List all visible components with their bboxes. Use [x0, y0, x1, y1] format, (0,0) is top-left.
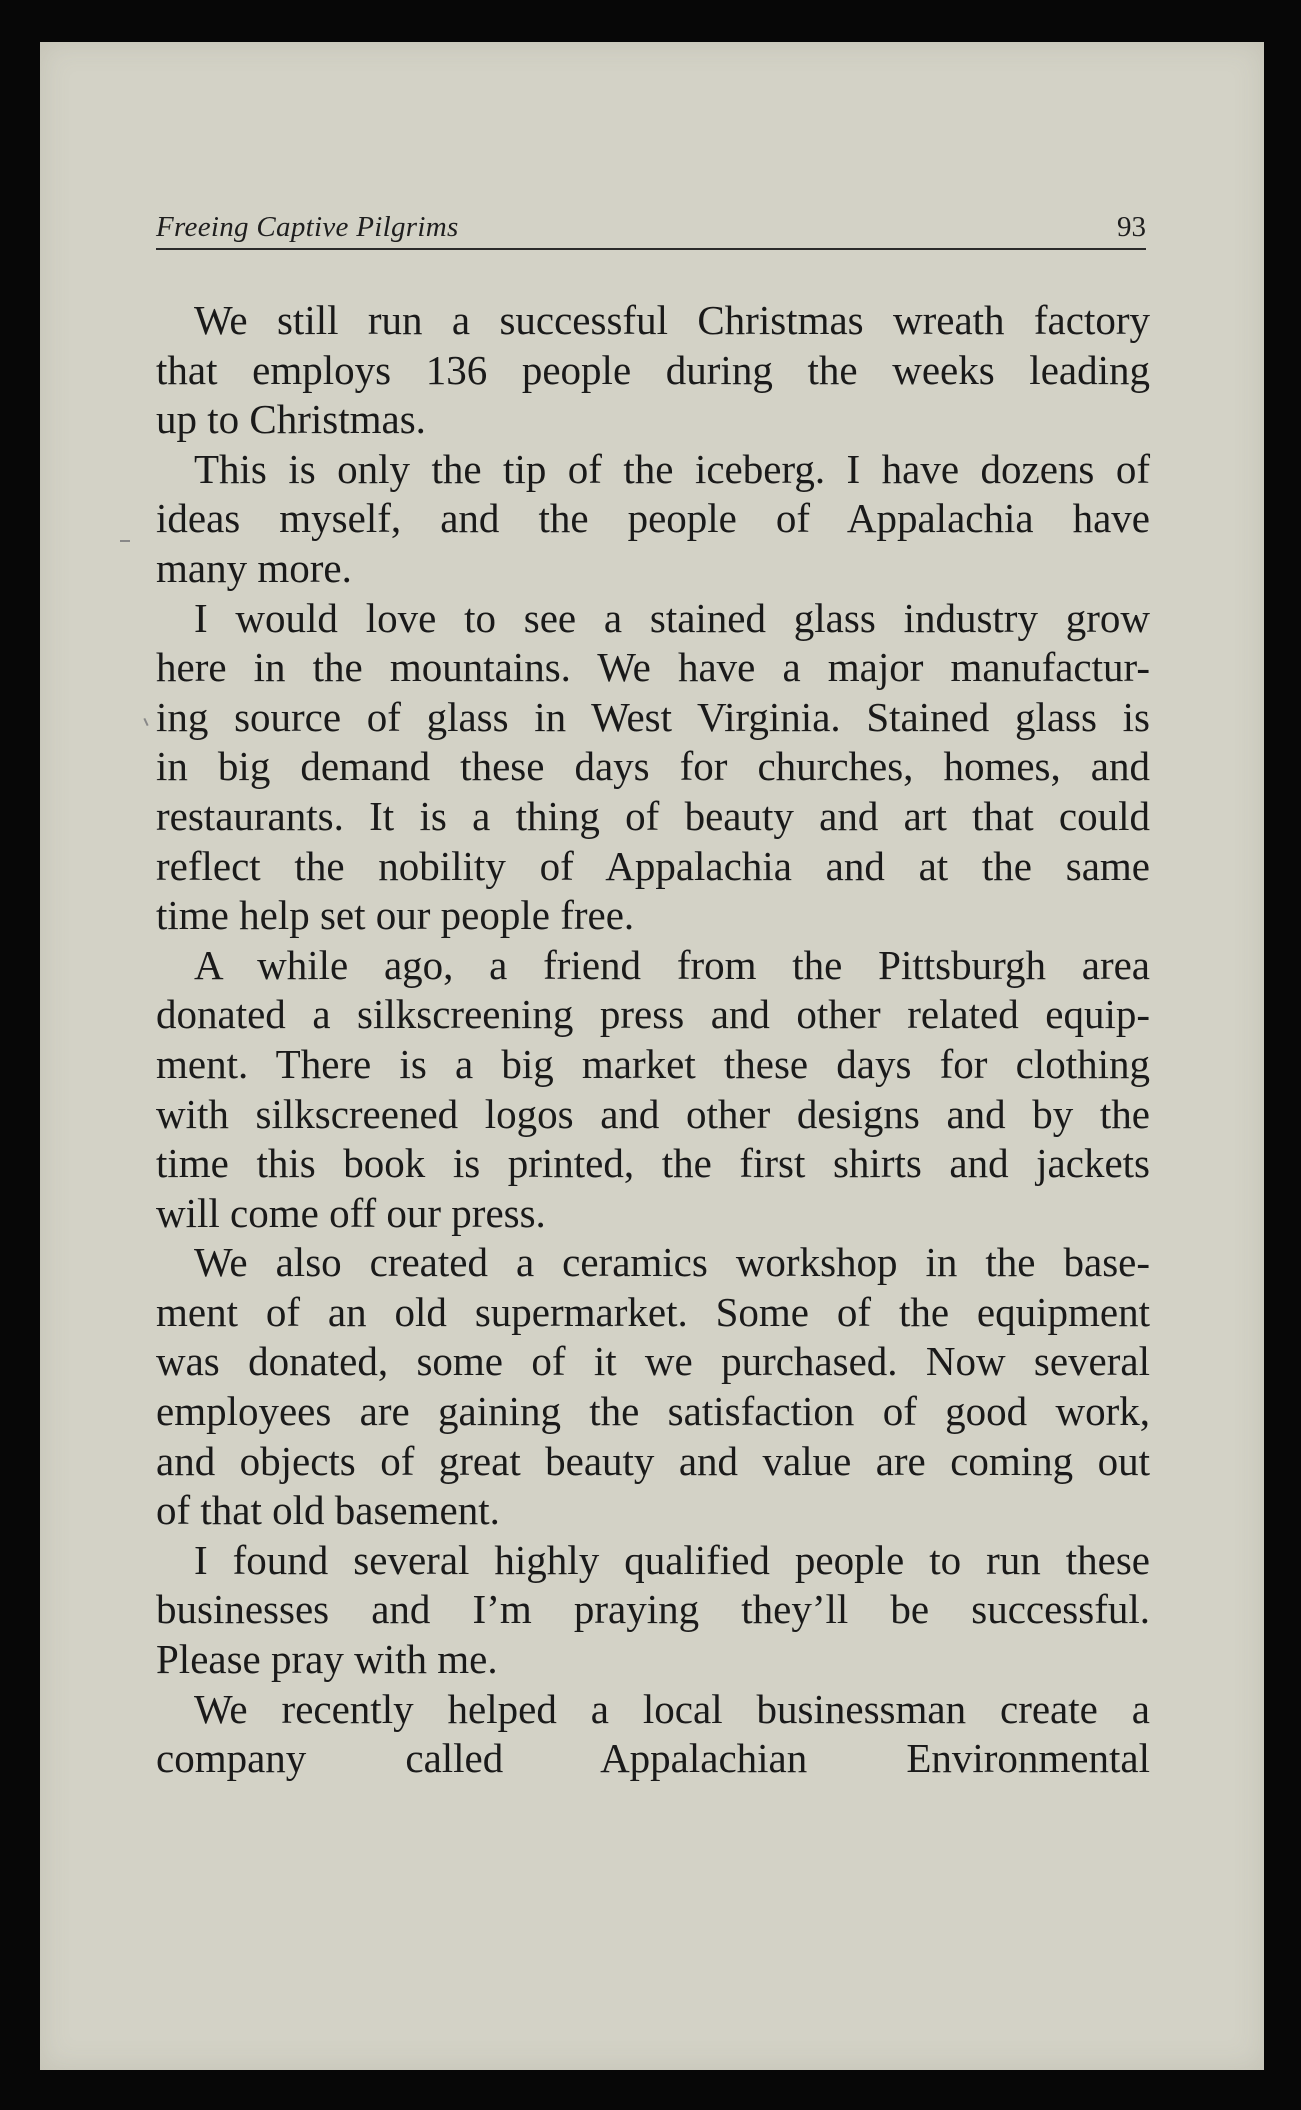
- page-number: 93: [1117, 211, 1146, 243]
- text-line: A while ago, a friend from the Pittsburgh area: [194, 941, 1150, 988]
- text-line: of that old basement.: [156, 1487, 500, 1534]
- text-line: We also created a ceramics workshop in the base-: [194, 1239, 1150, 1286]
- running-head: [156, 206, 1146, 250]
- stray-mark: [143, 718, 148, 726]
- text-line: company called Appalachian Environmental: [156, 1735, 1150, 1782]
- text-line: I found several highly qualified people to run these: [194, 1536, 1150, 1583]
- text-line: ing source of glass in West Virginia. Stained glass is: [156, 693, 1150, 740]
- book-title: Freeing Captive Pilgrims: [156, 211, 459, 243]
- text-line: businesses and I’m praying they’ll be successful.: [156, 1586, 1150, 1633]
- text-line: We still run a successful Christmas wreath factory: [194, 297, 1150, 343]
- text-line: many more.: [156, 544, 352, 591]
- text-line: here in the mountains. We have a major manufactur-: [156, 644, 1150, 691]
- text-line: time this book is printed, the first shirts and jackets: [156, 1140, 1150, 1187]
- text-line: up to Christmas.: [156, 396, 426, 443]
- text-line: This is only the tip of the iceberg. I have dozens of: [194, 445, 1150, 492]
- text-line: ment. There is a big market these days for clothing: [156, 1040, 1150, 1087]
- text-line: was donated, some of it we purchased. Now several: [156, 1338, 1150, 1385]
- body-text: [156, 296, 1150, 1784]
- text-line: in big demand these days for churches, homes, and: [156, 743, 1150, 790]
- text-line: reflect the nobility of Appalachia and at the same: [156, 842, 1150, 889]
- text-line: employees are gaining the satisfaction of good work,: [156, 1388, 1150, 1435]
- text-line: I would love to see a stained glass industry grow: [194, 594, 1150, 641]
- text-line: donated a silkscreening press and other related equip-: [156, 991, 1150, 1038]
- text-line: will come off our press.: [156, 1189, 546, 1236]
- stray-mark: [120, 540, 130, 542]
- text-line: ideas myself, and the people of Appalachia have: [156, 495, 1150, 542]
- text-line: We recently helped a local businessman create a: [194, 1685, 1150, 1732]
- text-line: time help set our people free.: [156, 892, 635, 939]
- text-line: ment of an old supermarket. Some of the equipment: [156, 1288, 1150, 1335]
- text-line: and objects of great beauty and value are coming out: [156, 1437, 1150, 1484]
- text-line: that employs 136 people during the weeks leading: [156, 346, 1150, 393]
- text-line: Please pray with me.: [156, 1636, 498, 1683]
- text-line: restaurants. It is a thing of beauty and art that could: [156, 792, 1150, 839]
- text-line: with silkscreened logos and other designs and by the: [156, 1090, 1150, 1137]
